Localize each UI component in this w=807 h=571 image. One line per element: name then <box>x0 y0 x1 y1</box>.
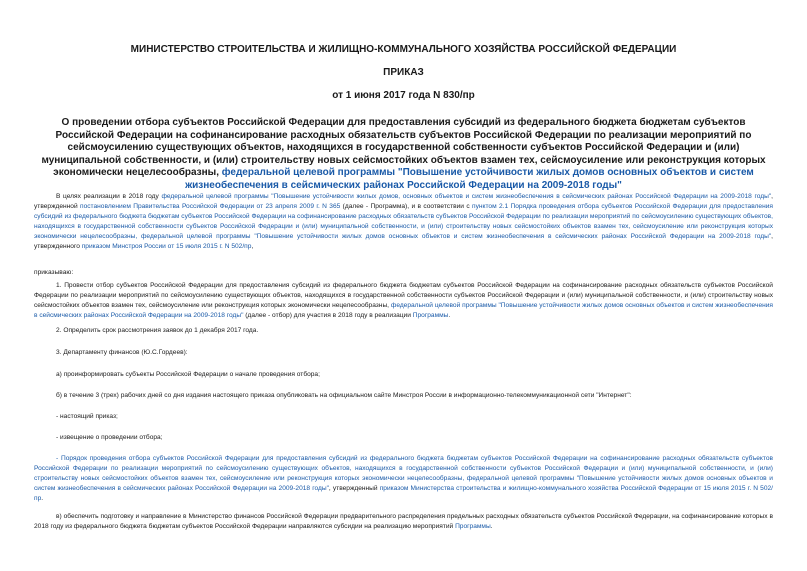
paragraph-item-3c <box>34 512 773 532</box>
paragraph-preamble <box>34 192 773 252</box>
title-program-link[interactable]: федеральной целевой программы "Повышение устойчивости жилых домов основных объектов и систем жизнеобеспечения в сейсмических районах Российской Федерации на 2009-2018 годы" <box>185 167 754 191</box>
order-word: приказываю: <box>34 269 74 276</box>
title-text: О проведении отбора субъектов Российской Федерации для предоставления субсидий из федерального бюджета бюджетам субъектов Российской Федерации на софинансирование расходных обязательств субъектов Российской Федерации по реализации мероприятий по сейсмоусилению существующих объектов, находящихся в государственной собственности субъектов Российской Федерации и (или) муниципальной собственности, и (или) строительству новых сейсмостойких объектов взамен тех, сейсмоусиление или реконструкция которых экономически нецелесообразны, <box>41 117 766 178</box>
paragraph-bullet-procedure <box>34 454 773 504</box>
paragraph-item-1 <box>34 281 773 321</box>
item3c-programs-link[interactable]: Программы <box>455 523 491 530</box>
item1-text-a: 1. Провести отбор субъектов Российской Федерации для предоставления субсидий из федерального бюджета бюджетам субъектов Российской Федерации на софинансирование расходных обязательств субъектов Российской Федерации по реализации мероприятий по сейсмоусилению существующих объектов, находящихся в государственной собственности субъектов Российской Федерации и (или) муниципальной собственности, и (или) строительству новых сейсмостойких объектов взамен тех, сейсмоусиление или реконструкция которых экономически нецелесообразны, <box>34 282 773 309</box>
item3c-text-b: . <box>490 523 493 530</box>
paragraph-item-3a: а) проинформировать субъекты Российской Федерации о начале проведения отбора; <box>56 371 320 378</box>
item1-programs-link[interactable]: Программы <box>412 312 449 319</box>
procedure-bullet-text-c: . <box>41 495 44 502</box>
ministry-order-link[interactable]: приказом Министерства строительства и жилищно-коммунального хозяйства Российской Федерации от 15 июля 2015 г. N 502/пр <box>34 485 773 502</box>
paragraph-bullet-notice: - извещение о проведении отбора; <box>56 434 163 441</box>
preamble-text-e: , <box>251 243 254 250</box>
item1-text-c: . <box>448 312 451 319</box>
preamble-text-d: , утвержденного <box>34 233 773 250</box>
minstroy-order-link[interactable]: приказом Минстроя России от 15 июля 2015 г. N 502/пр <box>81 243 252 250</box>
paragraph-item-2: 2. Определить срок рассмотрения заявок до 1 декабря 2017 года. <box>56 327 259 334</box>
doc-type-heading: ПРИКАЗ <box>383 67 424 78</box>
item1-text-b: (далее - отбор) для участия в 2018 году в реализации <box>243 312 413 319</box>
item1-program-link[interactable]: федеральной целевой программы "Повышение устойчивости жилых домов основных объектов и систем жизнеобеспечения в сейсмических районах Российской Федерации на 2009-2018 годы" <box>34 302 774 319</box>
preamble-text-a: В целях реализации в 2018 году <box>56 193 162 200</box>
preamble-text-c: (далее - Программа), и в соответствии с <box>340 203 472 210</box>
program-link[interactable]: федеральной целевой программы "Повышение устойчивости жилых домов, основных объектов и систем жизнеобеспечения в сейсмических районах Российской Федерации на 2009-2018 годы" <box>161 193 772 200</box>
resolution-link[interactable]: постановлением Правительства Российской Федерации от 23 апреля 2009 г. N 365 <box>80 203 341 210</box>
item3c-text-a: в) обеспечить подготовку и направление в Министерство финансов Российской Федерации предварительного распределения предельных расходных обязательств субъектов Российской Федерации, на софинансирование которых в 2018 году из федерального бюджета бюджетам субъектов Российской Федерации направляются субсидии на реализацию мероприятий <box>34 513 773 530</box>
procedure-link[interactable]: пунктом 2.1 Порядка проведения отбора субъектов Российской Федерации для предоставления субсидий из федерального бюджета бюджетам субъектов Российской Федерации на софинансирование расходных обязательств субъектов Российской Федерации по реализации мероприятий по сейсмоусилению существующих объектов, находящихся в государственной собственности субъектов Российской Федерации и (или) муниципальной собственности, и (или) строительству новых сейсмостойких объектов взамен тех, сейсмоусиление или реконструкция которых экономически нецелесообразны, федеральной целевой программы "Повышение устойчивости жилых домов основных объектов и систем жизнеобеспечения в сейсмических районах Российской Федерации на 2009-2018 годы" <box>34 203 773 240</box>
paragraph-item-3: 3. Департаменту финансов (Ю.С.Гордеев): <box>56 349 188 356</box>
preamble-text-b: , утвержденной <box>34 193 774 210</box>
document-title <box>34 117 773 192</box>
date-number-heading: от 1 июня 2017 года N 830/пр <box>332 90 475 101</box>
paragraph-item-3b: б) в течение 3 (трех) рабочих дней со дня издания настоящего приказа опубликовать на официальном сайте Минстроя России в информационно-телекоммуникационной сети "Интернет": <box>56 392 632 399</box>
ministry-heading: МИНИСТЕРСТВО СТРОИТЕЛЬСТВА И ЖИЛИЩНО-КОММУНАЛЬНОГО ХОЗЯЙСТВА РОССИЙСКОЙ ФЕДЕРАЦИИ <box>130 44 677 55</box>
procedure-bullet-link[interactable]: - Порядок проведения отбора субъектов Российской Федерации для предоставления субсидий из федерального бюджета бюджетам субъектов Российской Федерации на софинансирование расходных обязательств субъектов Российской Федерации по реализации мероприятий по сейсмоусилению существующих объектов, находящихся в государственной собственности субъектов Российской Федерации и (или) муниципальной собственности, и (или) строительству новых сейсмостойких объектов взамен тех, сейсмоусиление или реконструкция которых экономически нецелесообразны, федеральной целевой программы "Повышение устойчивости жилых домов основных объектов и систем жизнеобеспечения в сейсмических районах Российской Федерации на 2009-2018 годы" <box>34 455 773 492</box>
procedure-bullet-text-b: , утвержденный <box>328 485 380 492</box>
paragraph-bullet-order: - настоящий приказ; <box>56 413 118 420</box>
